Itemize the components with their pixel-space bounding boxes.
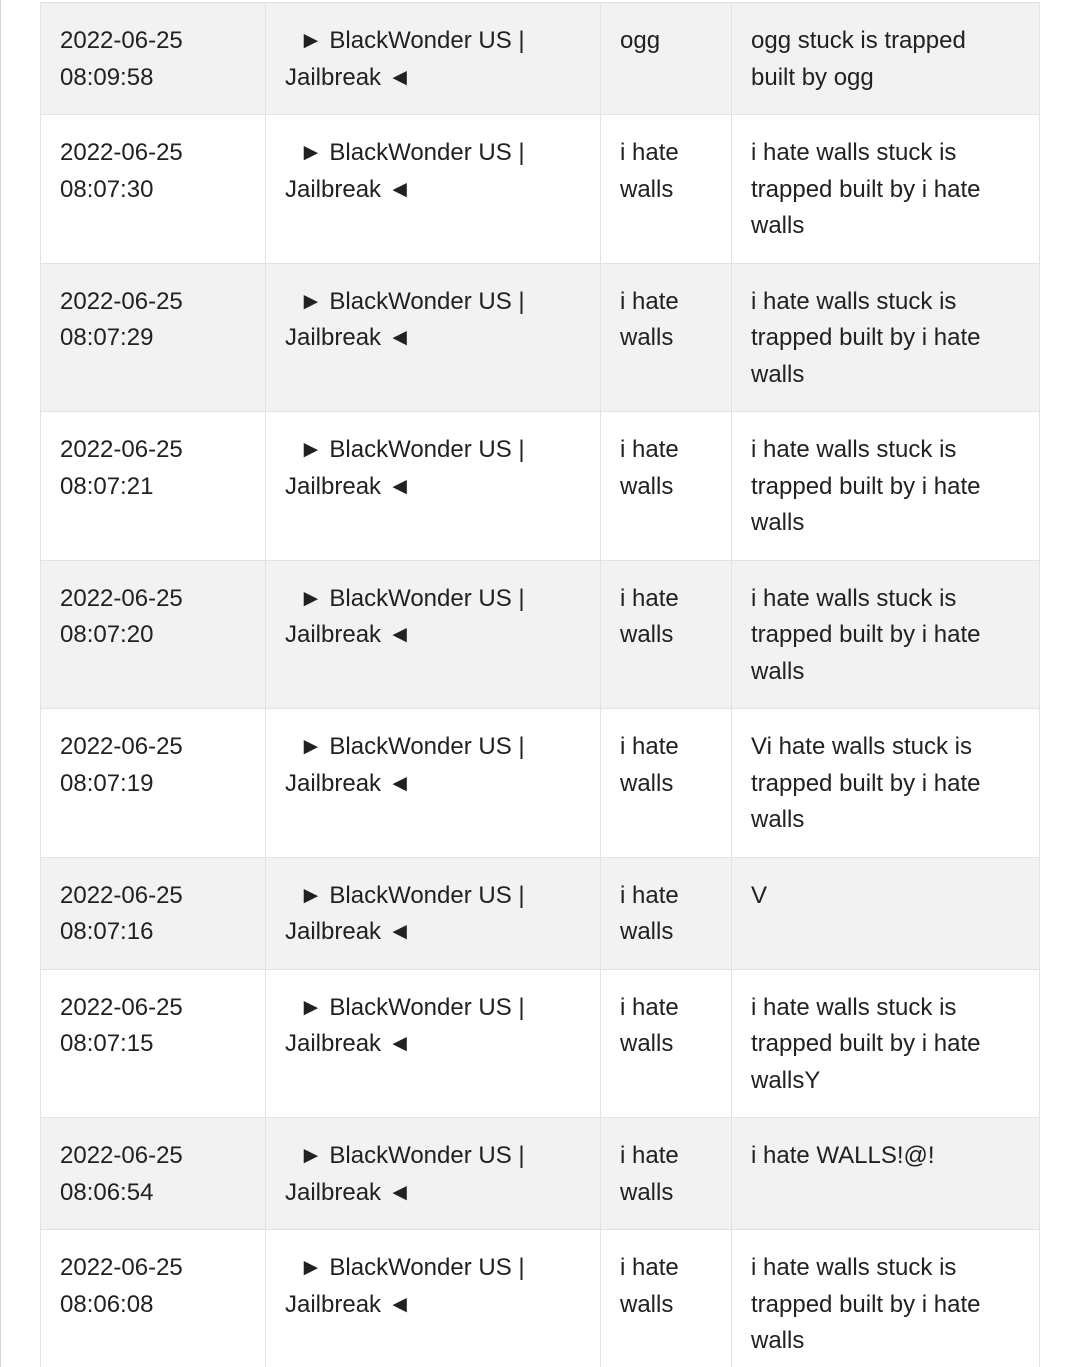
server-mode-text: Jailbreak ◄ [285, 1178, 412, 1206]
player-name-line1: i hate [620, 287, 679, 315]
server-cell [266, 560, 601, 709]
server-cell [266, 1118, 601, 1230]
timestamp-cell [41, 1118, 266, 1230]
time-text: 08:07:19 [60, 769, 154, 797]
player-name-line1: i hate [620, 733, 679, 760]
player-name-line1: i hate [620, 881, 679, 909]
player-cell [601, 857, 732, 969]
server-name-text: ► BlackWonder US | [299, 584, 525, 612]
player-name-line2: walls [620, 1290, 674, 1318]
message-cell [732, 1118, 1040, 1230]
player-cell [601, 1230, 732, 1367]
time-text: 08:07:30 [60, 175, 154, 203]
server-mode-text: Jailbreak ◄ [285, 472, 412, 500]
server-name-text: ► BlackWonder US | [299, 436, 525, 463]
player-name-line1: i hate [620, 139, 679, 166]
date-text: 2022-06-25 [60, 733, 183, 760]
server-cell [266, 412, 601, 561]
player-name-line1: i hate [620, 1142, 679, 1169]
server-name-text: ► BlackWonder US | [299, 27, 525, 54]
server-mode-text: Jailbreak ◄ [285, 175, 412, 203]
date-text: 2022-06-25 [60, 1254, 183, 1281]
message-cell [732, 263, 1040, 412]
message-cell [732, 3, 1040, 115]
server-name-text: ► BlackWonder US | [299, 881, 525, 909]
player-name-line2: walls [620, 472, 674, 500]
table-row [41, 412, 1040, 561]
message-cell [732, 1230, 1040, 1367]
player-name-line2: walls [620, 324, 674, 351]
server-name-text: ► BlackWonder US | [299, 139, 525, 166]
message-cell [732, 412, 1040, 561]
message-cell [732, 969, 1040, 1118]
time-text: 08:09:58 [60, 63, 154, 91]
server-mode-text: Jailbreak ◄ [285, 1290, 412, 1318]
player-name-line1: ogg [620, 27, 661, 54]
server-cell [266, 115, 601, 264]
player-cell [601, 412, 732, 561]
player-cell [601, 3, 732, 115]
page-left-border [0, 0, 1, 1367]
player-name-line1: i hate [620, 993, 679, 1021]
message-text: V [751, 881, 768, 909]
message-text: ogg stuck is trapped built by ogg [751, 27, 966, 91]
server-cell [266, 857, 601, 969]
timestamp-cell [41, 560, 266, 709]
message-cell [732, 560, 1040, 709]
server-name-text: ► BlackWonder US | [299, 993, 525, 1021]
player-name-line2: walls [620, 1178, 674, 1206]
message-text: i hate walls stuck is trapped built by i hate walls [751, 139, 981, 239]
server-mode-text: Jailbreak ◄ [285, 63, 412, 91]
chat-log-table [40, 2, 1040, 1367]
message-text: i hate walls stuck is trapped built by i hate walls [751, 1254, 981, 1354]
date-text: 2022-06-25 [60, 1142, 183, 1169]
server-cell [266, 709, 601, 858]
timestamp-cell [41, 1230, 266, 1367]
player-cell [601, 263, 732, 412]
table-row [41, 969, 1040, 1118]
server-cell [266, 3, 601, 115]
server-name-text: ► BlackWonder US | [299, 1142, 525, 1169]
timestamp-cell [41, 115, 266, 264]
server-mode-text: Jailbreak ◄ [285, 621, 412, 648]
message-cell [732, 115, 1040, 264]
server-cell [266, 1230, 601, 1367]
date-text: 2022-06-25 [60, 881, 183, 909]
message-text: i hate walls stuck is trapped built by i hate walls [751, 584, 981, 685]
timestamp-cell [41, 969, 266, 1118]
server-name-text: ► BlackWonder US | [299, 1254, 525, 1281]
player-cell [601, 969, 732, 1118]
timestamp-cell [41, 412, 266, 561]
table-row [41, 1230, 1040, 1367]
table-row [41, 263, 1040, 412]
date-text: 2022-06-25 [60, 584, 183, 612]
player-name-line2: walls [620, 621, 674, 648]
server-mode-text: Jailbreak ◄ [285, 324, 412, 351]
timestamp-cell [41, 263, 266, 412]
timestamp-cell [41, 3, 266, 115]
table-row [41, 3, 1040, 115]
message-text: Vi hate walls stuck is trapped built by i hate walls [751, 733, 981, 833]
player-cell [601, 115, 732, 264]
player-cell [601, 560, 732, 709]
date-text: 2022-06-25 [60, 139, 183, 166]
player-name-line2: walls [620, 1030, 674, 1057]
date-text: 2022-06-25 [60, 436, 183, 463]
table-row [41, 857, 1040, 969]
date-text: 2022-06-25 [60, 287, 183, 315]
timestamp-cell [41, 857, 266, 969]
table-row [41, 709, 1040, 858]
message-text: i hate walls stuck is trapped built by i hate wallsY [751, 993, 981, 1094]
date-text: 2022-06-25 [60, 993, 183, 1021]
time-text: 08:06:54 [60, 1178, 154, 1206]
message-text: i hate WALLS!@! [751, 1142, 935, 1169]
player-name-line2: walls [620, 769, 674, 797]
table-row [41, 115, 1040, 264]
player-name-line2: walls [620, 175, 674, 203]
server-name-text: ► BlackWonder US | [299, 287, 525, 315]
player-name-line1: i hate [620, 584, 679, 612]
server-name-text: ► BlackWonder US | [299, 733, 525, 760]
message-cell [732, 709, 1040, 858]
time-text: 08:07:16 [60, 918, 154, 945]
player-name-line1: i hate [620, 1254, 679, 1281]
timestamp-cell [41, 709, 266, 858]
server-mode-text: Jailbreak ◄ [285, 1030, 412, 1057]
date-text: 2022-06-25 [60, 27, 183, 54]
server-mode-text: Jailbreak ◄ [285, 769, 412, 797]
message-text: i hate walls stuck is trapped built by i hate walls [751, 287, 981, 388]
server-cell [266, 969, 601, 1118]
server-mode-text: Jailbreak ◄ [285, 918, 412, 945]
player-name-line1: i hate [620, 436, 679, 463]
time-text: 08:07:15 [60, 1030, 154, 1057]
player-cell [601, 709, 732, 858]
time-text: 08:07:20 [60, 621, 154, 648]
message-text: i hate walls stuck is trapped built by i hate walls [751, 436, 981, 536]
player-name-line2: walls [620, 918, 674, 945]
time-text: 08:07:29 [60, 324, 154, 351]
server-cell [266, 263, 601, 412]
time-text: 08:06:08 [60, 1290, 154, 1318]
player-cell [601, 1118, 732, 1230]
time-text: 08:07:21 [60, 472, 154, 500]
table-row [41, 1118, 1040, 1230]
table-row [41, 560, 1040, 709]
message-cell [732, 857, 1040, 969]
